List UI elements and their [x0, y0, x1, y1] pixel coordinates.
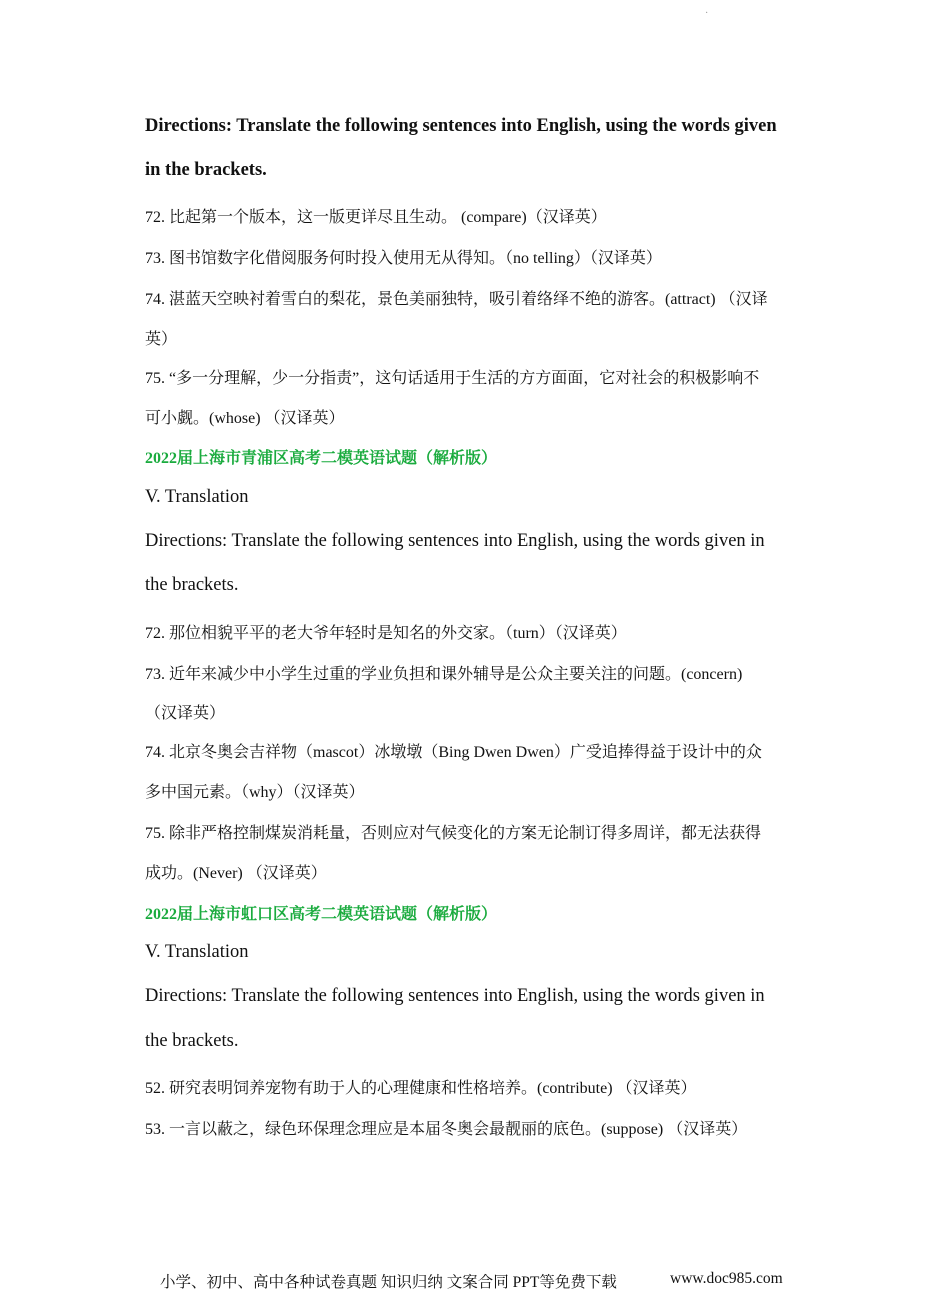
directions-line-2: the brackets.	[145, 1031, 239, 1051]
directions-line-2: in the brackets.	[145, 160, 267, 180]
question-74-line-2: 英）	[145, 331, 178, 348]
question-73: 73. 图书馆数字化借阅服务何时投入使用无从得知。（no telling）（汉译英）	[145, 250, 662, 267]
question-73-line-2: （汉译英）	[145, 705, 226, 722]
source-title-hongkou: 2022届上海市虹口区高考二模英语试题（解析版）	[145, 906, 498, 923]
question-74-line-2: 多中国元素。（why）（汉译英）	[145, 784, 365, 801]
question-75-line-1: 75. “多一分理解，少一分指责”，这句话适用于生活的方方面面，它对社会的积极影响不	[145, 370, 760, 387]
directions-line-1: Directions: Translate the following sentences into English, using the words given in	[145, 986, 765, 1006]
question-72: 72. 那位相貌平平的老大爷年轻时是知名的外交家。（turn）（汉译英）	[145, 625, 627, 642]
footer-url[interactable]: www.doc985.com	[670, 1270, 783, 1287]
question-75-line-1: 75. 除非严格控制煤炭消耗量，否则应对气候变化的方案无论制订得多周详，都无法获得	[145, 825, 762, 842]
footer-text: 小学、初中、高中各种试卷真题 知识归纳 文案合同 PPT等免费下载	[160, 1274, 617, 1291]
question-74-line-1: 74. 湛蓝天空映衬着雪白的梨花，景色美丽独特，吸引着络绎不绝的游客。(attract) （汉译	[145, 291, 768, 308]
question-53: 53. 一言以蔽之，绿色环保理念理应是本届冬奥会最靓丽的底色。(suppose) （汉译英）	[145, 1121, 748, 1138]
footer	[160, 1270, 800, 1292]
question-52: 52. 研究表明饲养宠物有助于人的心理健康和性格培养。(contribute) （汉译英）	[145, 1080, 697, 1097]
section-heading: V. Translation	[145, 942, 249, 962]
section-heading: V. Translation	[145, 487, 249, 507]
question-75-line-2: 可小觑。(whose) （汉译英）	[145, 410, 345, 427]
directions-line-1: Directions: Translate the following sentences into English, using the words given	[145, 116, 777, 136]
question-73-line-1: 73. 近年来减少中小学生过重的学业负担和课外辅导是公众主要关注的问题。(concern)	[145, 666, 743, 683]
directions-line-2: the brackets.	[145, 575, 239, 595]
directions-line-1: Directions: Translate the following sentences into English, using the words given in	[145, 531, 765, 551]
top-mark: ·	[705, 8, 709, 19]
question-74-line-1: 74. 北京冬奥会吉祥物（mascot）冰墩墩（Bing Dwen Dwen）广受追捧得益于设计中的众	[145, 744, 762, 761]
question-72: 72. 比起第一个版本，这一版更详尽且生动。 (compare)（汉译英）	[145, 209, 607, 226]
question-75-line-2: 成功。(Never) （汉译英）	[145, 865, 327, 882]
source-title-qingpu: 2022届上海市青浦区高考二模英语试题（解析版）	[145, 450, 498, 467]
